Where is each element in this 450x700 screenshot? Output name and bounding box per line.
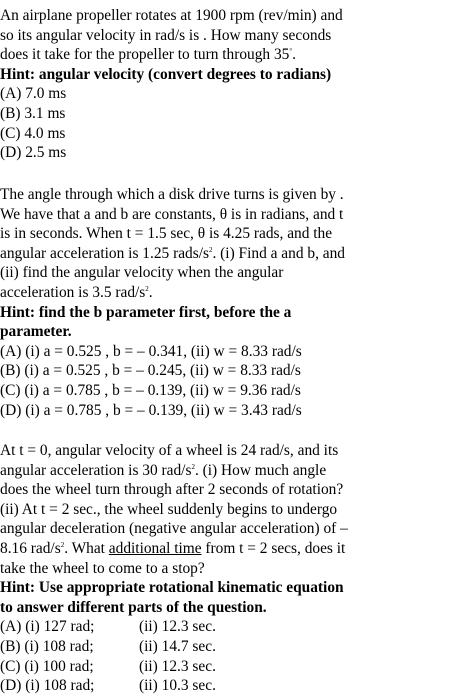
- q3-text-line: angular acceleration is 30 rad/$s^2$. (i) How much angle: [0, 461, 327, 479]
- question-1: [0, 6, 450, 163]
- q2-text-line: angular acceleration is 1.25 rads/$s^2$. (i) Find a and b, and: [0, 244, 345, 262]
- q2-option-d: (D) (i) a = 0.785 , b = – 0.139, (ii) w = 3.43 rad/s: [0, 401, 302, 419]
- q3-text-line: 8.16 rad/$s^2$. What additional time from t = 2 secs, does it: [0, 539, 346, 557]
- q2-text-line: The angle through which a disk drive turns is given by .: [0, 186, 344, 203]
- q1-option-c: (C) 4.0 ms: [0, 124, 66, 142]
- q2-text-line: is in seconds. When t = 1.5 sec, θ is 4.25 rads, and the: [0, 225, 333, 243]
- q3-option-c: (C) (i) 100 rad; (ii) 12.3 sec.: [0, 657, 216, 675]
- q1-option-b: (B) 3.1 ms: [0, 104, 66, 122]
- q1-text-line: An airplane propeller rotates at 1900 rpm (rev/min) and: [0, 7, 343, 24]
- question-2: [0, 185, 450, 420]
- question-3: [0, 441, 450, 696]
- q1-hint: Hint: angular velocity (convert degrees to radians): [0, 65, 332, 83]
- q3-option-d: (D) (i) 108 rad; (ii) 10.3 sec.: [0, 677, 216, 695]
- additional-time-underlined: additional time: [108, 539, 202, 557]
- q2-text-line: (ii) find the angular velocity when the angular: [0, 264, 284, 282]
- q1-option-d: (D) 2.5 ms: [0, 144, 67, 162]
- q3-text-line: (ii) At t = 2 sec., the wheel suddenly begins to undergo: [0, 500, 338, 518]
- q2-option-b: (B) (i) a = 0.525 , b = – 0.245, (ii) w = 8.33 rad/s: [0, 362, 301, 380]
- q1-option-a: (A) 7.0 ms: [0, 85, 67, 103]
- q3-option-a: (A) (i) 127 rad; (ii) 12.3 sec.: [0, 618, 216, 636]
- q2-option-c: (C) (i) a = 0.785 , b = – 0.139, (ii) w = 9.36 rad/s: [0, 381, 301, 399]
- q3-text-line: At t = 0, angular velocity of a wheel is 24 rad/s, and its: [0, 442, 339, 459]
- q2-option-a: (A) (i) a = 0.525 , b = – 0.341, (ii) w = 8.33 rad/s: [0, 342, 302, 360]
- q3-hint: Hint: Use appropriate rotational kinematic equation: [0, 579, 344, 597]
- q2-hint: parameter.: [0, 323, 72, 341]
- q3-hint: to answer different parts of the question.: [0, 598, 267, 616]
- q3-text-line: angular deceleration (negative angular acceleration) of –: [0, 520, 348, 538]
- q2-text-line: acceleration is 3.5 rad/$s^2$.: [0, 283, 153, 301]
- q1-text-line: does it take for the propeller to turn through 35°.: [0, 46, 297, 64]
- q3-option-b: (B) (i) 108 rad; (ii) 14.7 sec.: [0, 637, 216, 655]
- q1-text-line: so its angular velocity in rad/s is . How many seconds: [0, 26, 332, 44]
- q3-text-line: does the wheel turn through after 2 seconds of rotation?: [0, 481, 344, 499]
- q2-hint: Hint: find the b parameter first, before the a: [0, 303, 292, 321]
- q2-text-line: We have that a and b are constants, θ is in radians, and t: [0, 205, 344, 223]
- q3-text-line: take the wheel to come to a stop?: [0, 559, 205, 577]
